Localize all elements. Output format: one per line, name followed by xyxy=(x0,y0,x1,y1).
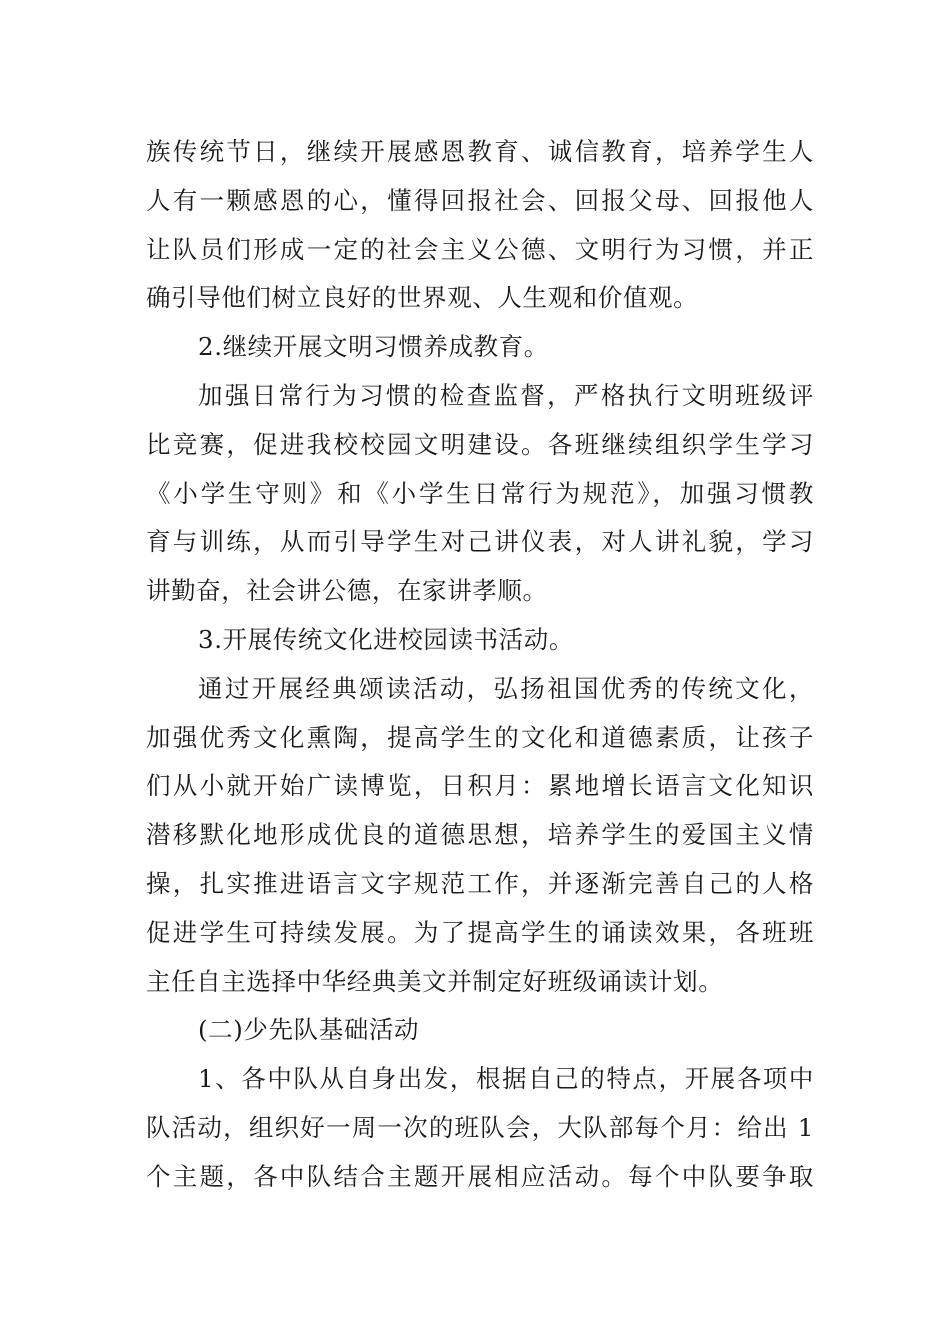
text-line: 2.继续开展文明习惯养成教育。 xyxy=(198,332,549,362)
text-line: 族传统节日，继续开展感恩教育、诚信教育，培养学生人 xyxy=(146,137,814,166)
text-line: 主任自主选择中华经典美文并制定好班级诵读计划。 xyxy=(146,966,724,996)
text-line: 3.开展传统文化进校园读书活动。 xyxy=(198,624,574,654)
text-line: 通过开展经典颂读活动，弘扬祖国优秀的传统文化， xyxy=(198,673,814,703)
text-line: 让队员们形成一定的社会主义公德、文明行为习惯，并正 xyxy=(146,234,814,264)
text-line: 操，扎实推进语言文字规范工作，并逐渐完善自己的人格 xyxy=(146,868,814,898)
text-line: 确引导他们树立良好的世界观、人生观和价值观。 xyxy=(146,283,699,313)
text-line: 加强优秀文化熏陶，提高学生的文化和道德素质，让孩子 xyxy=(146,722,814,752)
document-body xyxy=(146,128,814,1202)
text-line: 比竞赛，促进我校校园文明建设。各班继续组织学生学习 xyxy=(146,429,814,459)
text-line: (二)少先队基础活动 xyxy=(198,1015,420,1045)
text-line: 们从小就开始广读博览，日积月：累地增长语言文化知识 xyxy=(146,771,814,801)
text-line: 加强日常行为习惯的检查监督，严格执行文明班级评 xyxy=(198,380,814,410)
text-line: 人有一颗感恩的心，懂得回报社会、回报父母、回报他人 xyxy=(146,185,814,215)
text-line: 1、各中队从自身出发，根据自己的特点，开展各项中 xyxy=(198,1064,814,1094)
text-line: 个主题，各中队结合主题开展相应活动。每个中队要争取 xyxy=(146,1161,814,1191)
text-line: 潜移默化地形成优良的道德思想，培养学生的爱国主义情 xyxy=(146,820,814,850)
text-line: 讲勤奋，社会讲公德，在家讲孝顺。 xyxy=(146,576,548,606)
text-line: 促进学生可持续发展。为了提高学生的诵读效果，各班班 xyxy=(146,917,814,947)
text-line: 《小学生守则》和《小学生日常行为规范》，加强习惯教 xyxy=(146,478,814,508)
text-line: 队活动，组织好一周一次的班队会，大队部每个月：给出 1 xyxy=(146,1112,814,1142)
text-line: 育与训练，从而引导学生对己讲仪表，对人讲礼貌，学习 xyxy=(146,527,814,557)
